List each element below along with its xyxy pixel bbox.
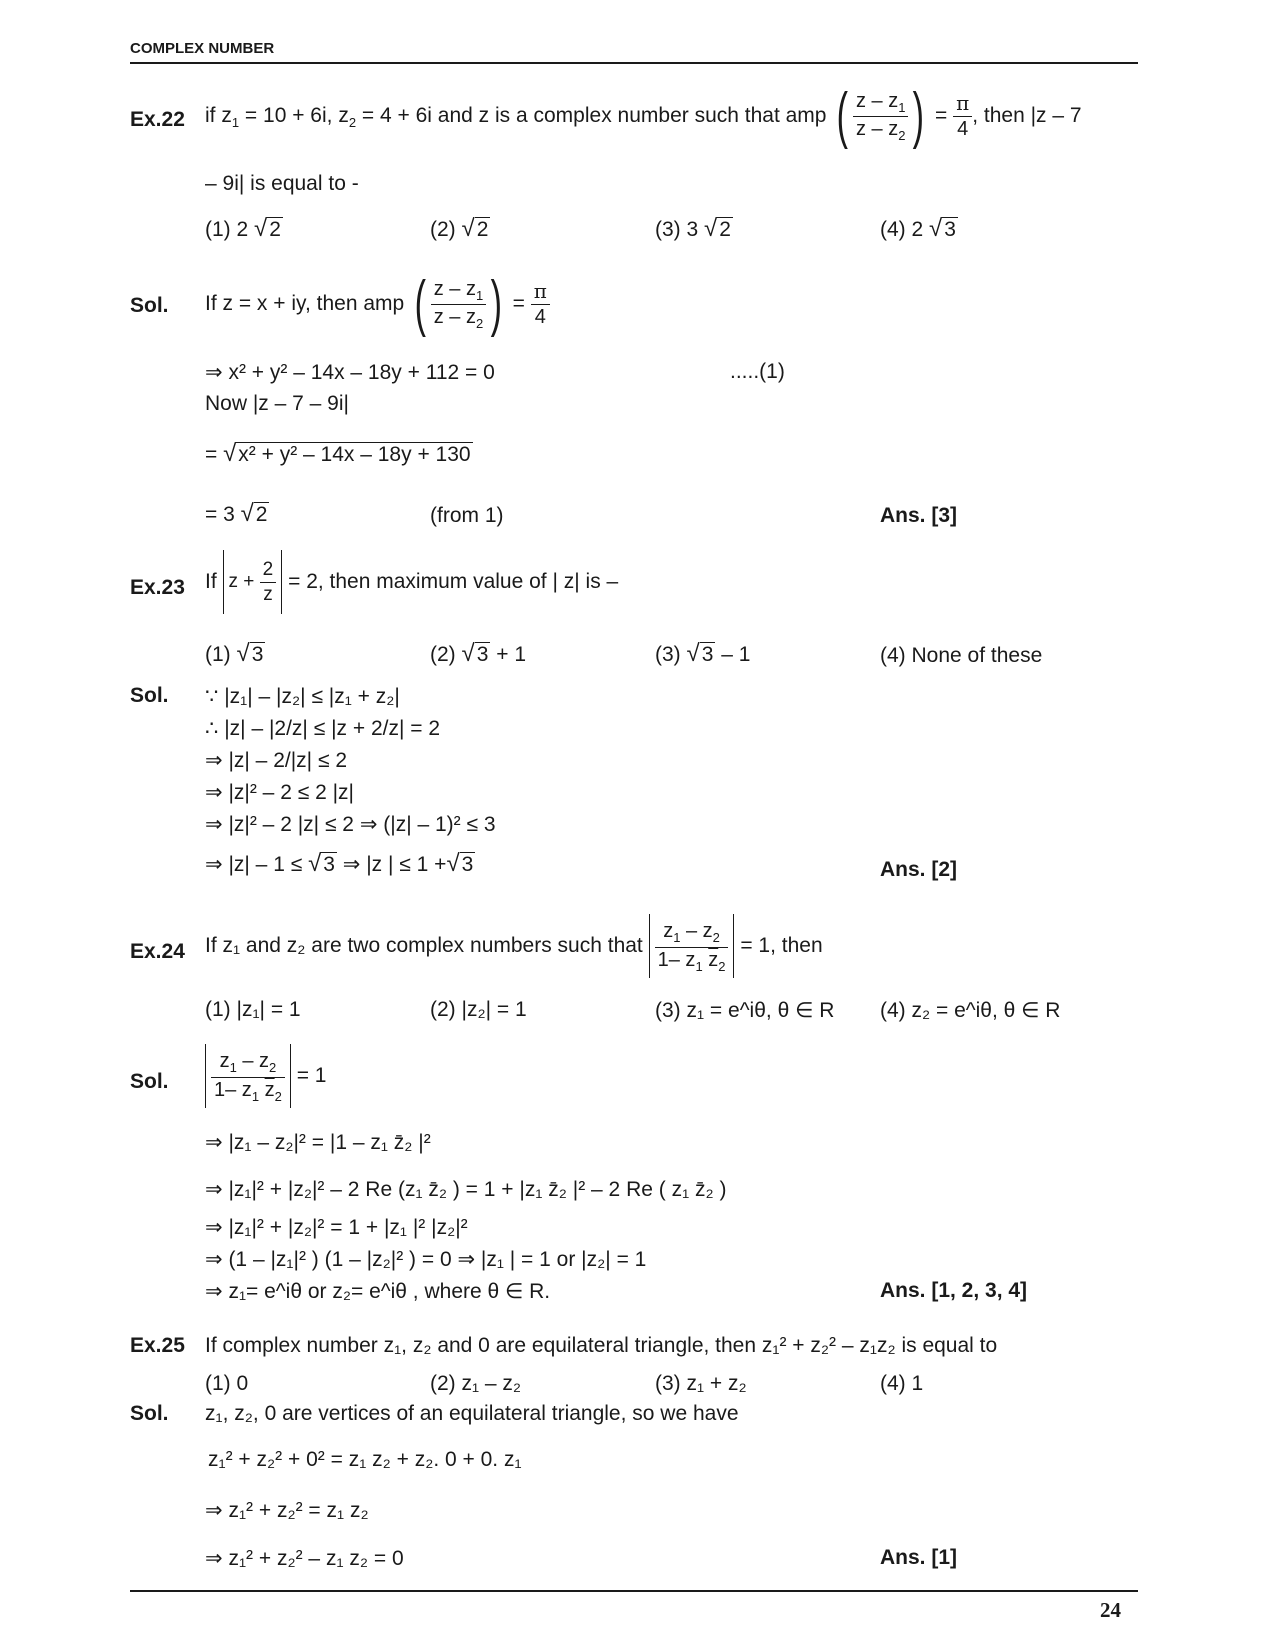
page-header-title: COMPLEX NUMBER: [130, 40, 275, 57]
ex23-sol-label: Sol.: [130, 684, 169, 707]
ex22-question-cont: – 9i| is equal to -: [205, 172, 359, 195]
ex23-answer: Ans. [2]: [880, 858, 958, 881]
footer-rule: [130, 1590, 1138, 1592]
ex22-option-3: (3) 3 √2: [655, 215, 731, 242]
ex23-option-4: (4) None of these: [880, 644, 1043, 667]
ex22-step-2: Now |z – 7 – 9i|: [205, 392, 349, 415]
ex22-sol-line: If z = x + iy, then amp ( $\frac{z - z_1}{z - z_2}$ ) = $\frac{\pi}{4}$: [205, 272, 550, 336]
ex22-option-1: (1) 2 √2: [205, 215, 281, 242]
ex22-option-4: (4) 2 √3: [880, 215, 956, 242]
ex25-question: If complex number z₁, z₂ and 0 are equilateral triangle, then z₁² + z₂² – z₁z₂ is equal to: [205, 1334, 998, 1357]
ex24-line-4: ⇒ (1 – |z₁|² ) (1 – |z₂|² ) = 0 ⇒ |z₁ | = 1 or |z₂| = 1: [205, 1248, 647, 1271]
ex23-question: If z + $\frac{2}{z}$ = 2, then maximum value of | z| is –: [205, 550, 618, 614]
ex24-sol-label: Sol.: [130, 1070, 169, 1093]
ex25-line-2: ⇒ z₁² + z₂² = z₁ z₂: [205, 1499, 369, 1522]
header-rule: [130, 62, 1138, 64]
ex22-step-4: = 3 √2: [205, 500, 268, 527]
ex25-option-1: (1) 0: [205, 1372, 249, 1395]
ex24-option-3: (3) z₁ = e^iθ, θ ∈ R: [655, 999, 835, 1022]
ex23-line-3: ⇒ |z| – 2/|z| ≤ 2: [205, 749, 347, 772]
ex24-sol-eq: $\frac{z_1 - z_2}{1- z_1 \overline{z}_2}$ = 1: [205, 1044, 326, 1108]
ex25-sol-text: z₁, z₂, 0 are vertices of an equilateral triangle, so we have: [205, 1402, 739, 1425]
ex24-label: Ex.24: [130, 940, 185, 963]
ex24-line-2: ⇒ |z₁|² + |z₂|² – 2 Re (z₁ z̄₂ ) = 1 + |z₁ z̄₂ |² – 2 Re ( z₁ z̄₂ ): [205, 1178, 727, 1201]
ex24-option-2: (2) |z₂| = 1: [430, 998, 527, 1021]
ex25-option-4: (4) 1: [880, 1372, 924, 1395]
ex22-answer: Ans. [3]: [880, 504, 958, 527]
ex23-line-1: ∵ |z₁| – |z₂| ≤ |z₁ + z₂|: [205, 685, 400, 708]
ex22-label: Ex.22: [130, 108, 185, 131]
ex25-line-1: z₁² + z₂² + 0² = z₁ z₂ + z₂. 0 + 0. z₁: [208, 1448, 522, 1471]
ex25-answer: Ans. [1]: [880, 1546, 958, 1569]
ex23-line-6: ⇒ |z| – 1 ≤ √3 ⇒ |z | ≤ 1 +√3: [205, 850, 474, 877]
ex23-line-4: ⇒ |z|² – 2 ≤ 2 |z|: [205, 781, 354, 804]
ex24-option-4: (4) z₂ = e^iθ, θ ∈ R: [880, 999, 1061, 1022]
ex25-label: Ex.25: [130, 1334, 185, 1357]
ex24-question: If z₁ and z₂ are two complex numbers such that $\frac{z_1 - z_2}{1- z_1 \overline{z}_2}$ = 1, then: [205, 914, 823, 978]
ex23-option-2: (2) √3 + 1: [430, 640, 526, 667]
ex22-question: if $z_1 = 10 + 6i$, $z_2 = 4 + 6i$ and z is a complex number such that amp ( $\frac{z - z_1}{z - z_2}$ ) = $\frac{\pi}{4}$ , then |z – 7: [205, 81, 1082, 151]
ex24-line-3: ⇒ |z₁|² + |z₂|² = 1 + |z₁ |² |z₂|²: [205, 1216, 468, 1239]
ex25-sol-label: Sol.: [130, 1402, 169, 1425]
ex22-sol-label: Sol.: [130, 294, 169, 317]
ex22-step-1: ⇒ x² + y² – 14x – 18y + 112 = 0: [205, 361, 495, 384]
ex23-line-5: ⇒ |z|² – 2 |z| ≤ 2 ⇒ (|z| – 1)² ≤ 3: [205, 813, 496, 836]
ex22-step-1-ref: .....(1): [730, 360, 785, 383]
ex23-option-1: (1) √3: [205, 640, 264, 667]
ex24-line-1: ⇒ |z₁ – z₂|² = |1 – z₁ z̄₂ |²: [205, 1131, 431, 1154]
ex24-answer: Ans. [1, 2, 3, 4]: [880, 1279, 1028, 1302]
ex24-line-5: ⇒ z₁= e^iθ or z₂= e^iθ , where θ ∈ R.: [205, 1280, 551, 1303]
ex23-option-3: (3) √3 – 1: [655, 640, 751, 667]
ex25-line-3: ⇒ z₁² + z₂² – z₁ z₂ = 0: [205, 1547, 404, 1570]
ex25-option-3: (3) z₁ + z₂: [655, 1372, 747, 1395]
page-number: 24: [1100, 1598, 1121, 1622]
ex23-label: Ex.23: [130, 576, 185, 599]
ex22-step-3: = √x² + y² – 14x – 18y + 130: [205, 440, 471, 467]
ex24-option-1: (1) |z₁| = 1: [205, 998, 301, 1021]
ex22-option-2: (2) √2: [430, 215, 489, 242]
ex23-line-2: ∴ |z| – |2/z| ≤ |z + 2/z| = 2: [205, 717, 441, 740]
ex25-option-2: (2) z₁ – z₂: [430, 1372, 522, 1395]
ex22-step-4-ref: (from 1): [430, 504, 504, 527]
